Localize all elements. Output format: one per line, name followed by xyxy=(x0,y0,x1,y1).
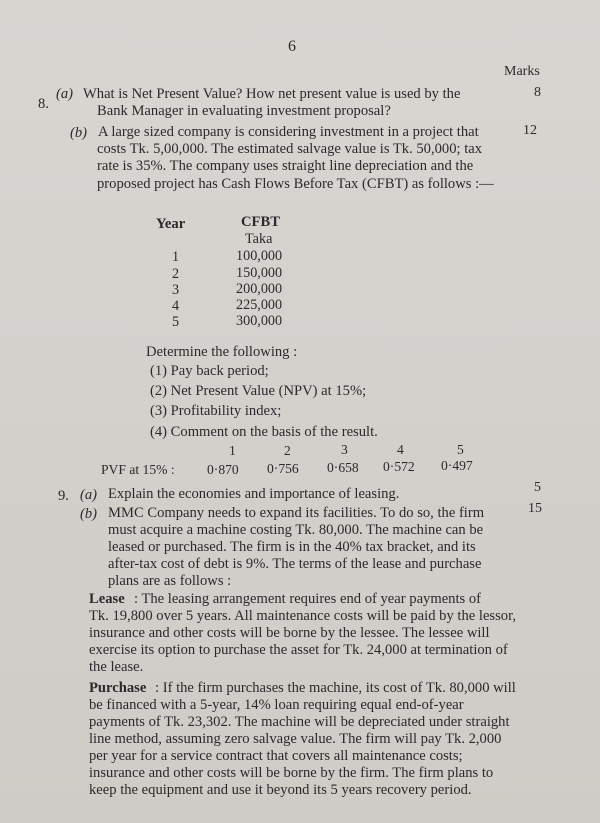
q8b-marks: 12 xyxy=(523,123,537,138)
q9b-line-5: plans are as follows : xyxy=(108,573,232,589)
q8a-marks: 8 xyxy=(534,85,541,100)
q9b-label: (b) xyxy=(80,506,98,522)
lease-line-3: insurance and other costs will be borne by the lessee. The lessee will xyxy=(89,625,490,641)
q8b-line-1: A large sized company is considering investment in a project that xyxy=(98,124,479,140)
pvf-year: 5 xyxy=(457,442,464,457)
item-2: (2) Net Present Value (NPV) at 15%; xyxy=(150,383,367,399)
table-header-year: Year xyxy=(156,216,186,232)
pvf-year: 4 xyxy=(397,442,404,457)
q9b-line-2: must acquire a machine costing Tk. 80,000. The machine can be xyxy=(108,522,484,538)
item-1: (1) Pay back period; xyxy=(150,363,269,379)
pvf-value: 0·870 xyxy=(207,462,239,477)
table-year: 2 xyxy=(172,266,180,282)
determine-text: Determine the following : xyxy=(146,344,298,360)
q8-number: 8. xyxy=(38,96,49,112)
q8a-label: (a) xyxy=(56,86,74,102)
purchase-line-6: insurance and other costs will be borne by the firm. The firm plans to xyxy=(89,765,494,781)
q9a-text: Explain the economies and importance of leasing. xyxy=(108,486,400,502)
q8b-label: (b) xyxy=(70,125,88,141)
q9b-line-4: after-tax cost of debt is 9%. The terms of the lease and purchase xyxy=(108,556,482,572)
table-cfbt: 200,000 xyxy=(236,281,283,297)
purchase-line-7: keep the equipment and use it beyond its 5 years recovery period. xyxy=(89,782,472,798)
purchase-line-1: : If the firm purchases the machine, its cost of Tk. 80,000 will xyxy=(155,680,516,696)
lease-line-2: Tk. 19,800 over 5 years. All maintenance costs will be paid by the lessor, xyxy=(89,608,516,624)
pvf-value: 0·497 xyxy=(441,458,473,473)
pvf-year: 2 xyxy=(284,443,291,458)
lease-line-5: the lease. xyxy=(89,659,144,675)
purchase-line-5: per year for a service contract that covers all maintenance costs; xyxy=(89,748,463,764)
table-year: 1 xyxy=(172,249,180,265)
table-header-cfbt: CFBT xyxy=(241,214,280,230)
table-cfbt: 150,000 xyxy=(236,265,283,281)
q8b-line-3: rate is 35%. The company uses straight line depreciation and the xyxy=(97,158,474,174)
q8b-line-4: proposed project has Cash Flows Before Tax (CFBT) as follows :— xyxy=(97,176,494,192)
marks-header: Marks xyxy=(504,64,540,79)
table-cfbt: 225,000 xyxy=(236,297,283,313)
page-number: 6 xyxy=(288,38,296,55)
q9b-line-3: leased or purchased. The firm is in the 40% tax bracket, and its xyxy=(108,539,476,555)
item-4: (4) Comment on the basis of the result. xyxy=(150,424,378,440)
q9b-marks: 15 xyxy=(528,501,542,516)
q8b-line-2: costs Tk. 5,00,000. The estimated salvage value is Tk. 50,000; tax xyxy=(97,141,483,157)
purchase-line-2: be financed with a 5-year, 14% loan requiring equal end-of-year xyxy=(89,697,464,713)
pvf-value: 0·572 xyxy=(383,459,415,474)
pvf-year: 1 xyxy=(229,443,236,458)
table-year: 5 xyxy=(172,314,180,330)
item-3: (3) Profitability index; xyxy=(150,403,282,419)
lease-line-1: : The leasing arrangement requires end of year payments of xyxy=(134,591,482,607)
lease-label: Lease xyxy=(89,591,125,607)
q9-number: 9. xyxy=(58,488,69,504)
purchase-line-3: payments of Tk. 23,302. The machine will be depreciated under straight xyxy=(89,714,510,730)
table-subheader-taka: Taka xyxy=(245,231,273,247)
q9b-line-1: MMC Company needs to expand its facilities. To do so, the firm xyxy=(108,505,485,521)
q8a-line-2: Bank Manager in evaluating investment proposal? xyxy=(97,103,391,119)
table-year: 3 xyxy=(172,282,180,298)
pvf-year: 3 xyxy=(341,442,348,457)
purchase-label: Purchase xyxy=(89,680,147,696)
purchase-line-4: line method, assuming zero salvage value. The firm will pay Tk. 2,000 xyxy=(89,731,502,747)
pvf-value: 0·658 xyxy=(327,460,359,475)
lease-line-4: exercise its option to purchase the asset for Tk. 24,000 at termination of xyxy=(89,642,508,658)
table-cfbt: 300,000 xyxy=(236,313,283,329)
q8a-line-1: What is Net Present Value? How net present value is used by the xyxy=(83,86,461,102)
q9a-label: (a) xyxy=(80,487,98,503)
table-year: 4 xyxy=(172,298,180,314)
pvf-label: PVF at 15% : xyxy=(101,462,175,477)
table-cfbt: 100,000 xyxy=(236,248,283,264)
q9a-marks: 5 xyxy=(534,480,541,495)
pvf-value: 0·756 xyxy=(267,461,299,476)
